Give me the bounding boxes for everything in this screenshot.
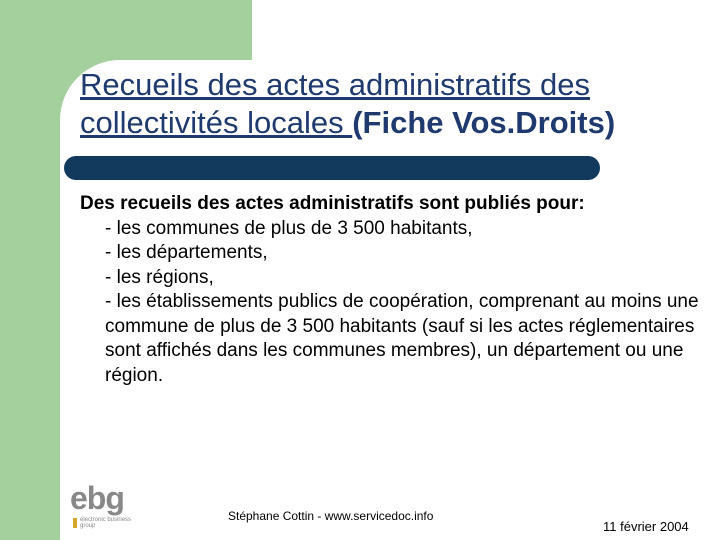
footer-author: Stéphane Cottin - www.servicedoc.info (228, 509, 434, 523)
body-line: - les régions, (105, 266, 214, 288)
logo-accent-bar (73, 518, 77, 528)
logo-subtext: électronic business group (80, 517, 132, 529)
body-line: - les départements, (105, 242, 268, 263)
body-line: - les communes de plus de 3 500 habitants, (105, 217, 473, 239)
footer-date: 11 février 2004 (603, 519, 689, 534)
slide-title (80, 66, 700, 142)
logo-text: ebg (70, 480, 124, 516)
title-link[interactable]: Recueils des actes administratifs des collectivités locales (80, 67, 591, 140)
title-suffix: (Fiche Vos.Droits) (352, 105, 616, 140)
body-lead: Des recueils des actes administratifs sont publiés pour: (80, 193, 585, 214)
slide-body (80, 192, 705, 388)
ebg-logo (70, 480, 140, 530)
body-line: - les établissements publics de coopération, comprenant au moins une commune de plus de 3 500 habitants (sauf si les actes réglementaires sont affichés dans les communes membres), un département ou une région. (105, 291, 699, 386)
title-underline-bar (64, 156, 600, 180)
